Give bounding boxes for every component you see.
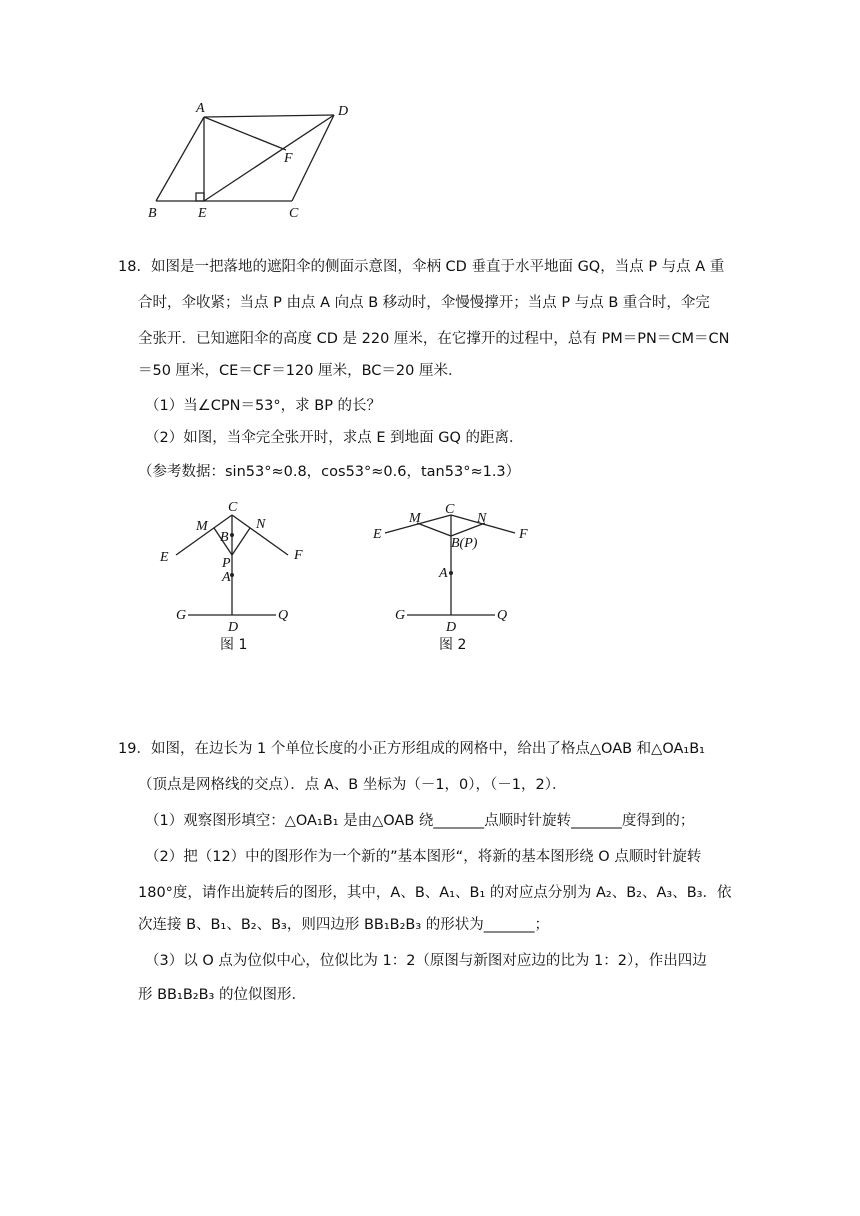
- q19-line-5: 180°度，请作出旋转后的图形，其中，A、B、A₁、B₁ 的对应点分别为 A₂、B₂、A₃、B₃．依: [138, 885, 732, 901]
- q18-line-7: （参考数据：sin53°≈0.8，cos53°≈0.6，tan53°≈1.3）: [138, 464, 521, 480]
- fig1-label-P: P: [222, 556, 231, 571]
- fig1-label-D: D: [228, 620, 239, 635]
- fig2-label-D: D: [446, 620, 457, 635]
- q18-line-5: （1）当∠CPN＝53°，求 BP 的长？: [145, 398, 382, 414]
- q19-line-3: （1）观察图形填空：△OA₁B₁ 是由△OAB 绕_______点顺时针旋转_______度得到的；: [145, 813, 695, 829]
- parallelogram-figure: [140, 95, 370, 225]
- label-B: B: [148, 206, 157, 221]
- fig2-label-E: E: [373, 527, 382, 542]
- fig2-label-A: A: [439, 566, 448, 581]
- fig2-label-BP: B(P): [451, 536, 478, 551]
- fig2-label-M: M: [409, 511, 421, 526]
- fig1-label-M: M: [196, 519, 208, 534]
- fig1-label-C: C: [228, 500, 238, 515]
- label-C: C: [289, 206, 299, 221]
- q19-line-8: 形 BB₁B₂B₃ 的位似图形．: [138, 987, 306, 1003]
- fig2-caption: 图 2: [439, 637, 467, 653]
- fig1-label-F: F: [294, 548, 303, 563]
- q18-line-1: 18．如图是一把落地的遮阳伞的侧面示意图，伞柄 CD 垂直于水平地面 GQ，当点 P 与点 A 重: [118, 259, 725, 275]
- q19-line-4: （2）把（12）中的图形作为一个新的”基本图形“，将新的基本图形绕 O 点顺时针旋转: [145, 849, 702, 865]
- label-D: D: [338, 104, 349, 119]
- umbrella-figure-1: [150, 495, 310, 660]
- q18-line-4: ＝50 厘米，CE＝CF＝120 厘米，BC＝20 厘米．: [138, 363, 463, 379]
- fig1-label-E: E: [160, 550, 169, 565]
- q19-line-1: 19．如图，在边长为 1 个单位长度的小正方形组成的网格中，给出了格点△OAB 和△OA₁B₁: [118, 741, 705, 757]
- q18-line-2: 合时，伞收紧；当点 P 由点 A 向点 B 移动时，伞慢慢撑开；当点 P 与点 B 重合时，伞完: [138, 295, 710, 311]
- fig1-label-B: B: [220, 530, 229, 545]
- label-E: E: [198, 206, 207, 221]
- fig1-label-Q: Q: [278, 608, 289, 623]
- fig1-caption: 图 1: [220, 637, 248, 653]
- fig2-label-C: C: [445, 502, 455, 517]
- fig2-label-G: G: [395, 608, 406, 623]
- fig2-label-Q: Q: [497, 608, 508, 623]
- q18-line-3: 全张开．已知遮阳伞的高度 CD 是 220 厘米，在它撑开的过程中，总有 PM＝PN＝CM＝CN: [138, 331, 730, 347]
- label-F: F: [284, 151, 293, 166]
- label-A: A: [196, 101, 205, 116]
- q18-line-6: （2）如图，当伞完全张开时，求点 E 到地面 GQ 的距离．: [145, 430, 524, 446]
- q19-line-7: （3）以 O 点为位似中心，位似比为 1：2（原图与新图对应边的比为 1：2），作出四边: [145, 953, 707, 969]
- q19-line-2: （顶点是网格线的交点）．点 A、B 坐标为（－1，0），（－1，2）．: [138, 777, 567, 793]
- fig2-label-N: N: [477, 511, 487, 526]
- fig1-label-A: A: [222, 570, 231, 585]
- fig1-label-N: N: [256, 517, 266, 532]
- umbrella-figure-2: [365, 495, 540, 660]
- fig2-label-F: F: [519, 527, 528, 542]
- q19-line-6: 次连接 B、B₁、B₂、B₃，则四边形 BB₁B₂B₃ 的形状为_______；: [138, 917, 550, 933]
- fig1-label-G: G: [176, 608, 187, 623]
